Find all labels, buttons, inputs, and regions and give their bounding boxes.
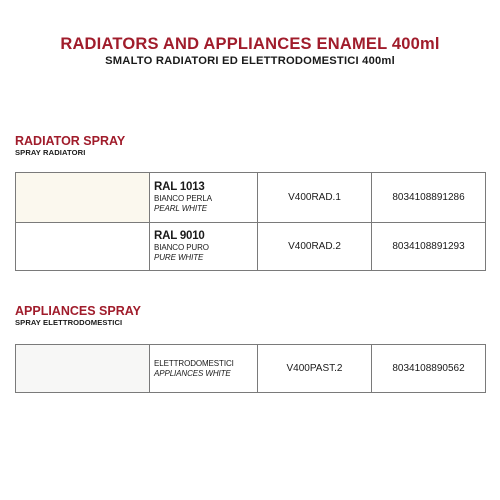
color-name-en: APPLIANCES WHITE bbox=[154, 368, 231, 378]
color-name-en: PURE WHITE bbox=[154, 253, 204, 262]
product-code: V400RAD.1 bbox=[258, 173, 372, 223]
appliances-section-heading bbox=[15, 304, 485, 328]
color-swatch bbox=[16, 223, 150, 271]
radiator-section-title: RADIATOR SPRAY bbox=[15, 134, 126, 148]
ral-code: RAL 9010 bbox=[154, 230, 205, 242]
table-row bbox=[16, 223, 486, 271]
radiator-table bbox=[15, 172, 486, 271]
color-name-it: BIANCO PERLA bbox=[154, 194, 212, 203]
appliances-table bbox=[15, 344, 486, 393]
ean-code: 8034108891286 bbox=[372, 173, 486, 223]
product-code: V400RAD.2 bbox=[258, 223, 372, 271]
color-name-it: ELETTRODOMESTICI bbox=[154, 358, 234, 368]
product-code: V400PAST.2 bbox=[258, 345, 372, 393]
ral-code: RAL 1013 bbox=[154, 181, 205, 193]
color-name-cell bbox=[150, 173, 258, 223]
page-title: RADIATORS AND APPLIANCES ENAMEL 400ml bbox=[60, 35, 440, 53]
color-swatch bbox=[16, 345, 150, 393]
appliances-section-title: APPLIANCES SPRAY bbox=[15, 304, 141, 318]
table-row bbox=[16, 345, 486, 393]
color-name-cell bbox=[150, 223, 258, 271]
color-swatch bbox=[16, 173, 150, 223]
table-row bbox=[16, 173, 486, 223]
ean-code: 8034108890562 bbox=[372, 345, 486, 393]
page-header bbox=[0, 34, 500, 68]
radiator-section-heading bbox=[15, 134, 485, 158]
appliances-section-subtitle: SPRAY ELETTRODOMESTICI bbox=[15, 318, 123, 327]
page-subtitle: SMALTO RADIATORI ED ELETTRODOMESTICI 400ml bbox=[105, 55, 395, 67]
color-name-cell bbox=[150, 345, 258, 393]
color-name-it: BIANCO PURO bbox=[154, 243, 209, 252]
color-name-en: PEARL WHITE bbox=[154, 204, 207, 213]
radiator-section-subtitle: SPRAY RADIATORI bbox=[15, 148, 86, 157]
ean-code: 8034108891293 bbox=[372, 223, 486, 271]
